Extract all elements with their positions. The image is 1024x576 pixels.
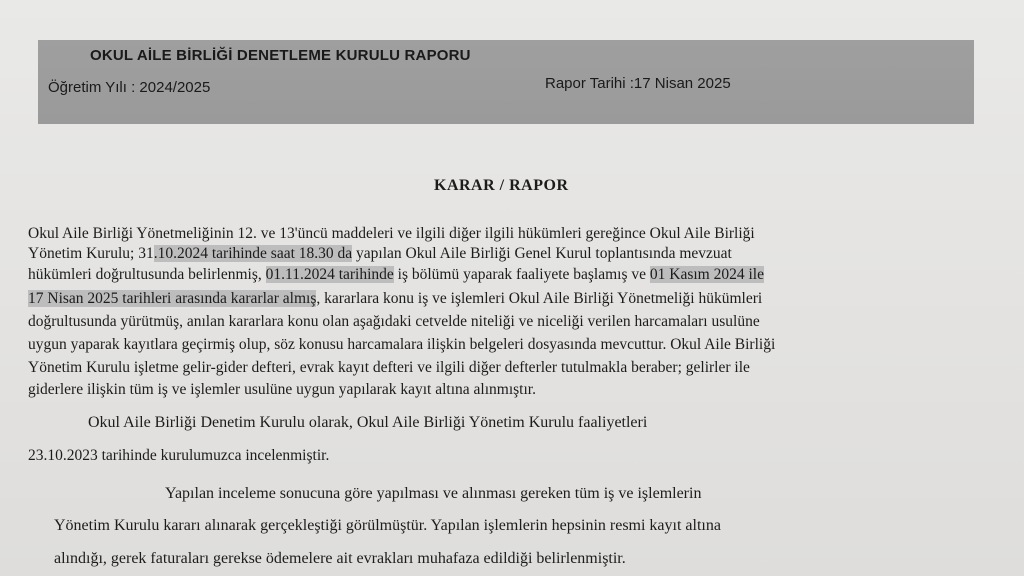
highlighted-period-start: 01 Kasım 2024 ile <box>649 266 764 283</box>
paragraph-1-line-1: Okul Aile Birliği Yönetmeliğinin 12. ve 13'üncü maddeleri ve ilgili diğer ilgili hükümleri gereğince Okul Aile Birliği <box>28 225 755 242</box>
paragraph-1-line-4 <box>28 289 762 309</box>
text-run: iş bölümü yaparak faaliyete başlamış ve <box>393 266 650 283</box>
paragraph-3-line-2: Yönetim Kurulu kararı alınarak gerçekleştiği görülmüştür. Yapılan işlemlerin hepsinin resmi kayıt altına <box>54 517 721 534</box>
paragraph-1-line-3 <box>28 265 764 285</box>
text-run: , kararlara konu iş ve işlemleri Okul Aile Birliği Yönetmeliği hükümleri <box>316 290 763 307</box>
paragraph-1-line-2 <box>28 244 732 264</box>
highlighted-start-date: 01.11.2024 tarihinde <box>265 266 394 283</box>
text-run: yapılan Okul Aile Birliği Genel Kurul toplantısında mevzuat <box>352 245 732 262</box>
paragraph-2-line-1: Okul Aile Birliği Denetim Kurulu olarak, Okul Aile Birliği Yönetim Kurulu faaliyetleri <box>88 414 648 431</box>
academic-year: Öğretim Yılı : 2024/2025 <box>48 79 211 96</box>
text-run: hükümleri doğrultusunda belirlenmiş, <box>28 266 266 283</box>
highlighted-meeting-date: .10.2024 tarihinde saat 18.30 da <box>153 245 353 262</box>
paragraph-3-line-1: Yapılan inceleme sonucuna göre yapılması ve alınması gereken tüm iş ve işlemlerin <box>165 485 702 502</box>
highlighted-period-end: 17 Nisan 2025 tarihleri arasında kararlar almış <box>28 290 317 307</box>
text-run: Yönetim Kurulu; 31 <box>28 245 154 262</box>
paragraph-1-line-6: uygun yaparak kayıtlara geçirmiş olup, söz konusu harcamalara ilişkin belgeleri dosyasında mevcuttur. Okul Aile Birliği <box>28 336 776 353</box>
report-header-title: OKUL AİLE BİRLİĞİ DENETLEME KURULU RAPORU <box>90 47 471 64</box>
paragraph-1-line-8: giderlere ilişkin tüm iş ve işlemler usulüne uygun yapılarak kayıt altına alınmıştır. <box>28 381 536 398</box>
paragraph-3-line-3: alındığı, gerek faturaları gerekse ödemelere ait evrakları muhafaza edildiği belirlenmiştir. <box>54 550 626 567</box>
report-date: Rapor Tarihi :17 Nisan 2025 <box>545 75 731 92</box>
document-title: KARAR / RAPOR <box>434 177 569 194</box>
paragraph-1-line-5: doğrultusunda yürütmüş, anılan kararlara konu olan aşağıdaki cetvelde niteliği ve niceliği verilen harcamaları usulüne <box>28 313 760 330</box>
paragraph-1-line-7: Yönetim Kurulu işletme gelir-gider defteri, evrak kayıt defteri ve ilgili diğer defterler tutulmakla beraber; gelirler ile <box>28 359 750 376</box>
paragraph-2-line-2: 23.10.2023 tarihinde kurulumuzca incelenmiştir. <box>28 447 330 464</box>
